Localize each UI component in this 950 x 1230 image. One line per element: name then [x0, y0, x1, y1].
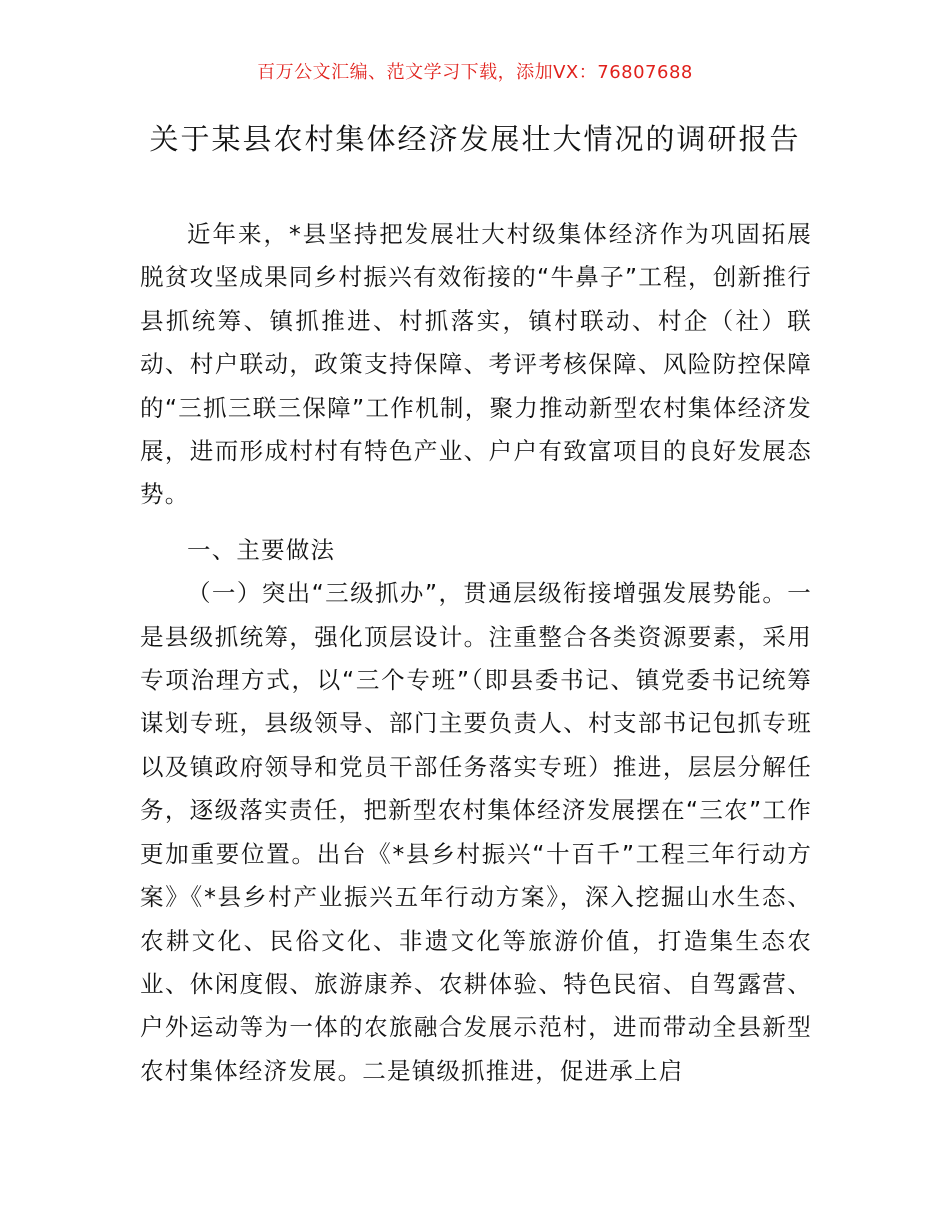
intro-paragraph: 近年来，*县坚持把发展壮大村级集体经济作为巩固拓展脱贫攻坚成果同乡村振兴有效衔接的“牛鼻子”工程，创新推行县抓统筹、镇抓推进、村抓落实，镇村联动、村企（社）联动、村户联动，政策支持保障、考评考核保障、风险防控保障的“三抓三联三保障”工作机制，聚力推动新型农村集体经济发展，进而形成村村有特色产业、户户有致富项目的良好发展态势。 — [140, 220, 812, 509]
section-heading: 一、主要做法 — [187, 535, 336, 564]
document-body — [140, 213, 812, 1093]
document-title: 关于某县农村集体经济发展壮大情况的调研报告 — [149, 122, 801, 156]
section-paragraph: （一）突出“三级抓办”，贯通层级衔接增强发展势能。一是县级抓统筹，强化顶层设计。注重整合各类资源要素，采用专项治理方式，以“三个专班”（即县委书记、镇党委书记统筹谋划专班，县级领导、部门主要负责人、村支部书记包抓专班以及镇政府领导和党员干部任务落实专班）推进，层层分解任务，逐级落实责任，把新型农村集体经济发展摆在“三农”工作更加重要位置。出台《*县乡村振兴“十百千”工程三年行动方案》《*县乡村产业振兴五年行动方案》，深入挖掘山水生态、农耕文化、民俗文化、非遗文化等旅游价值，打造集生态农业、休闲度假、旅游康养、农耕体验、特色民宿、自驾露营、户外运动等为一体的农旅融合发展示范村，进而带动全县新型农村集体经济发展。二是镇级抓推进，促进承上启 — [140, 579, 812, 1085]
watermark-banner: 百万公文汇编、范文学习下载，添加VX：76807688 — [257, 62, 693, 83]
